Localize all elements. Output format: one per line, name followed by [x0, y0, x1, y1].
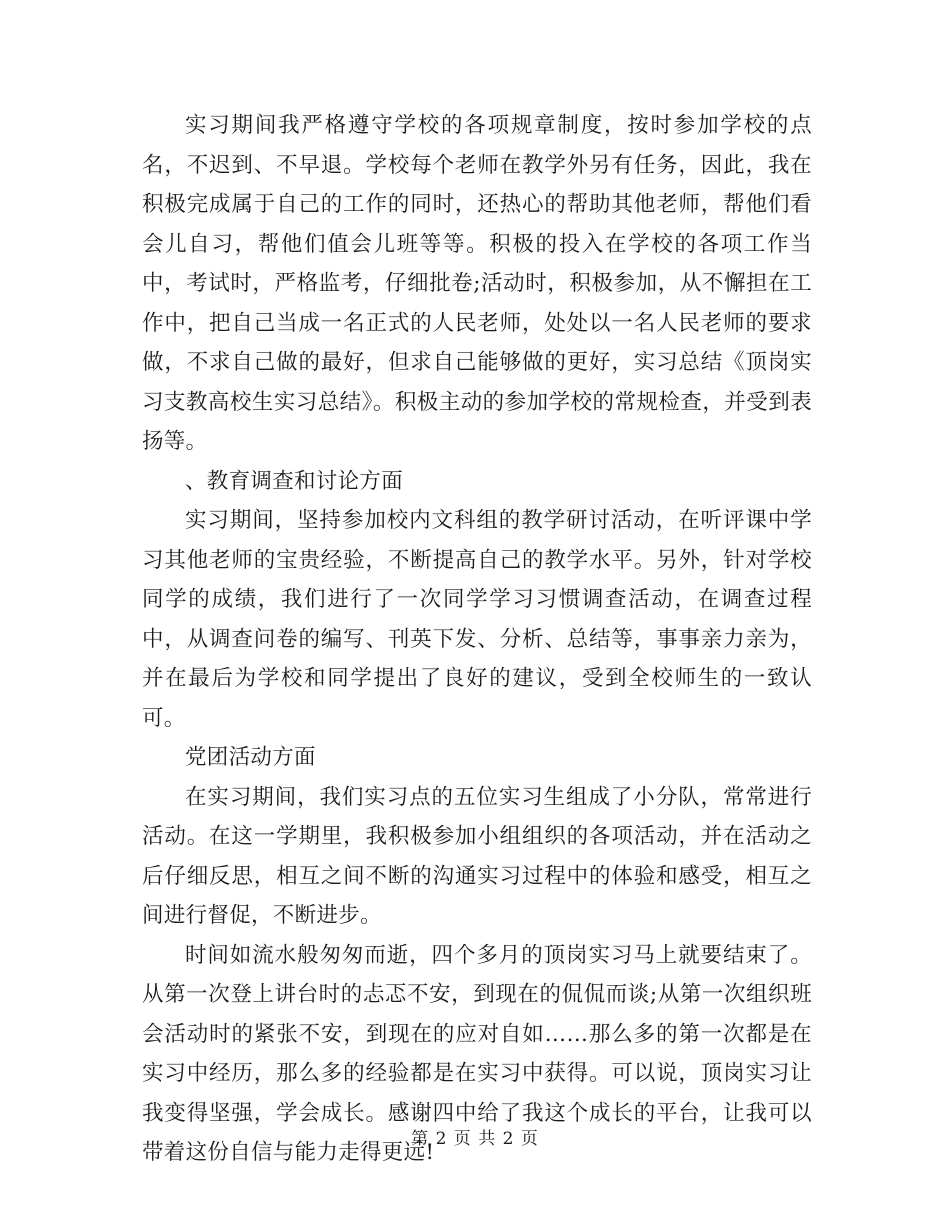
page-number-footer: 第 2 页 共 2 页	[411, 1129, 539, 1149]
section-heading-education-research: 、教育调查和讨论方面	[185, 468, 404, 494]
section-heading-party-activities: 党团活动方面	[185, 745, 316, 770]
paragraph-conclusion: 时间如流水般匆匆而逝，四个多月的顶岗实习马上就要结束了。从第一次登上讲台时的忐忑不安，到现在的侃侃而谈;从第一次组织班会活动时的紧张不安，到现在的应对自如……那么多的第一次都是在实习中经历，那么多的经验都是在实习中获得。可以说，顶岗实习让我变得坚强，学会成长。感谢四中给了我这个成长的平台，让我可以带着这份自信与能力走得更远!	[142, 942, 812, 1165]
paragraph-team-activities: 在实习期间，我们实习点的五位实习生组成了小分队，常常进行活动。在这一学期里，我积极参加小组组织的各项活动，并在活动之后仔细反思，相互之间不断的沟通实习过程中的体验和感受，相互之间进行督促，不断进步。	[142, 784, 812, 928]
paragraph-rules-compliance: 实习期间我严格遵守学校的各项规章制度，按时参加学校的点名，不迟到、不早退。学校每个老师在教学外另有任务，因此，我在积极完成属于自己的工作的同时，还热心的帮助其他老师，帮他们看会儿自习，帮他们值会儿班等等。积极的投入在学校的各项工作当中，考试时，严格监考，仔细批卷;活动时，积极参加，从不懈担在工作中，把自己当成一名正式的人民老师，处处以一名人民老师的要求做，不求自己做的最好，但求自己能够做的更好，实习总结《顶岗实习支教高校生实习总结》。积极主动的参加学校的常规检查，并受到表扬等。	[142, 113, 812, 454]
document-body	[142, 106, 812, 1173]
paragraph-teaching-research: 实习期间，坚持参加校内文科组的教学研讨活动，在听评课中学习其他老师的宝贵经验，不断提高自己的教学水平。另外，针对学校同学的成绩，我们进行了一次同学学习习惯调查活动，在调查过程中，从调查问卷的编写、刊英下发、分析、总结等，事事亲力亲为，并在最后为学校和同学提出了良好的建议，受到全校师生的一致认可。	[142, 508, 812, 731]
